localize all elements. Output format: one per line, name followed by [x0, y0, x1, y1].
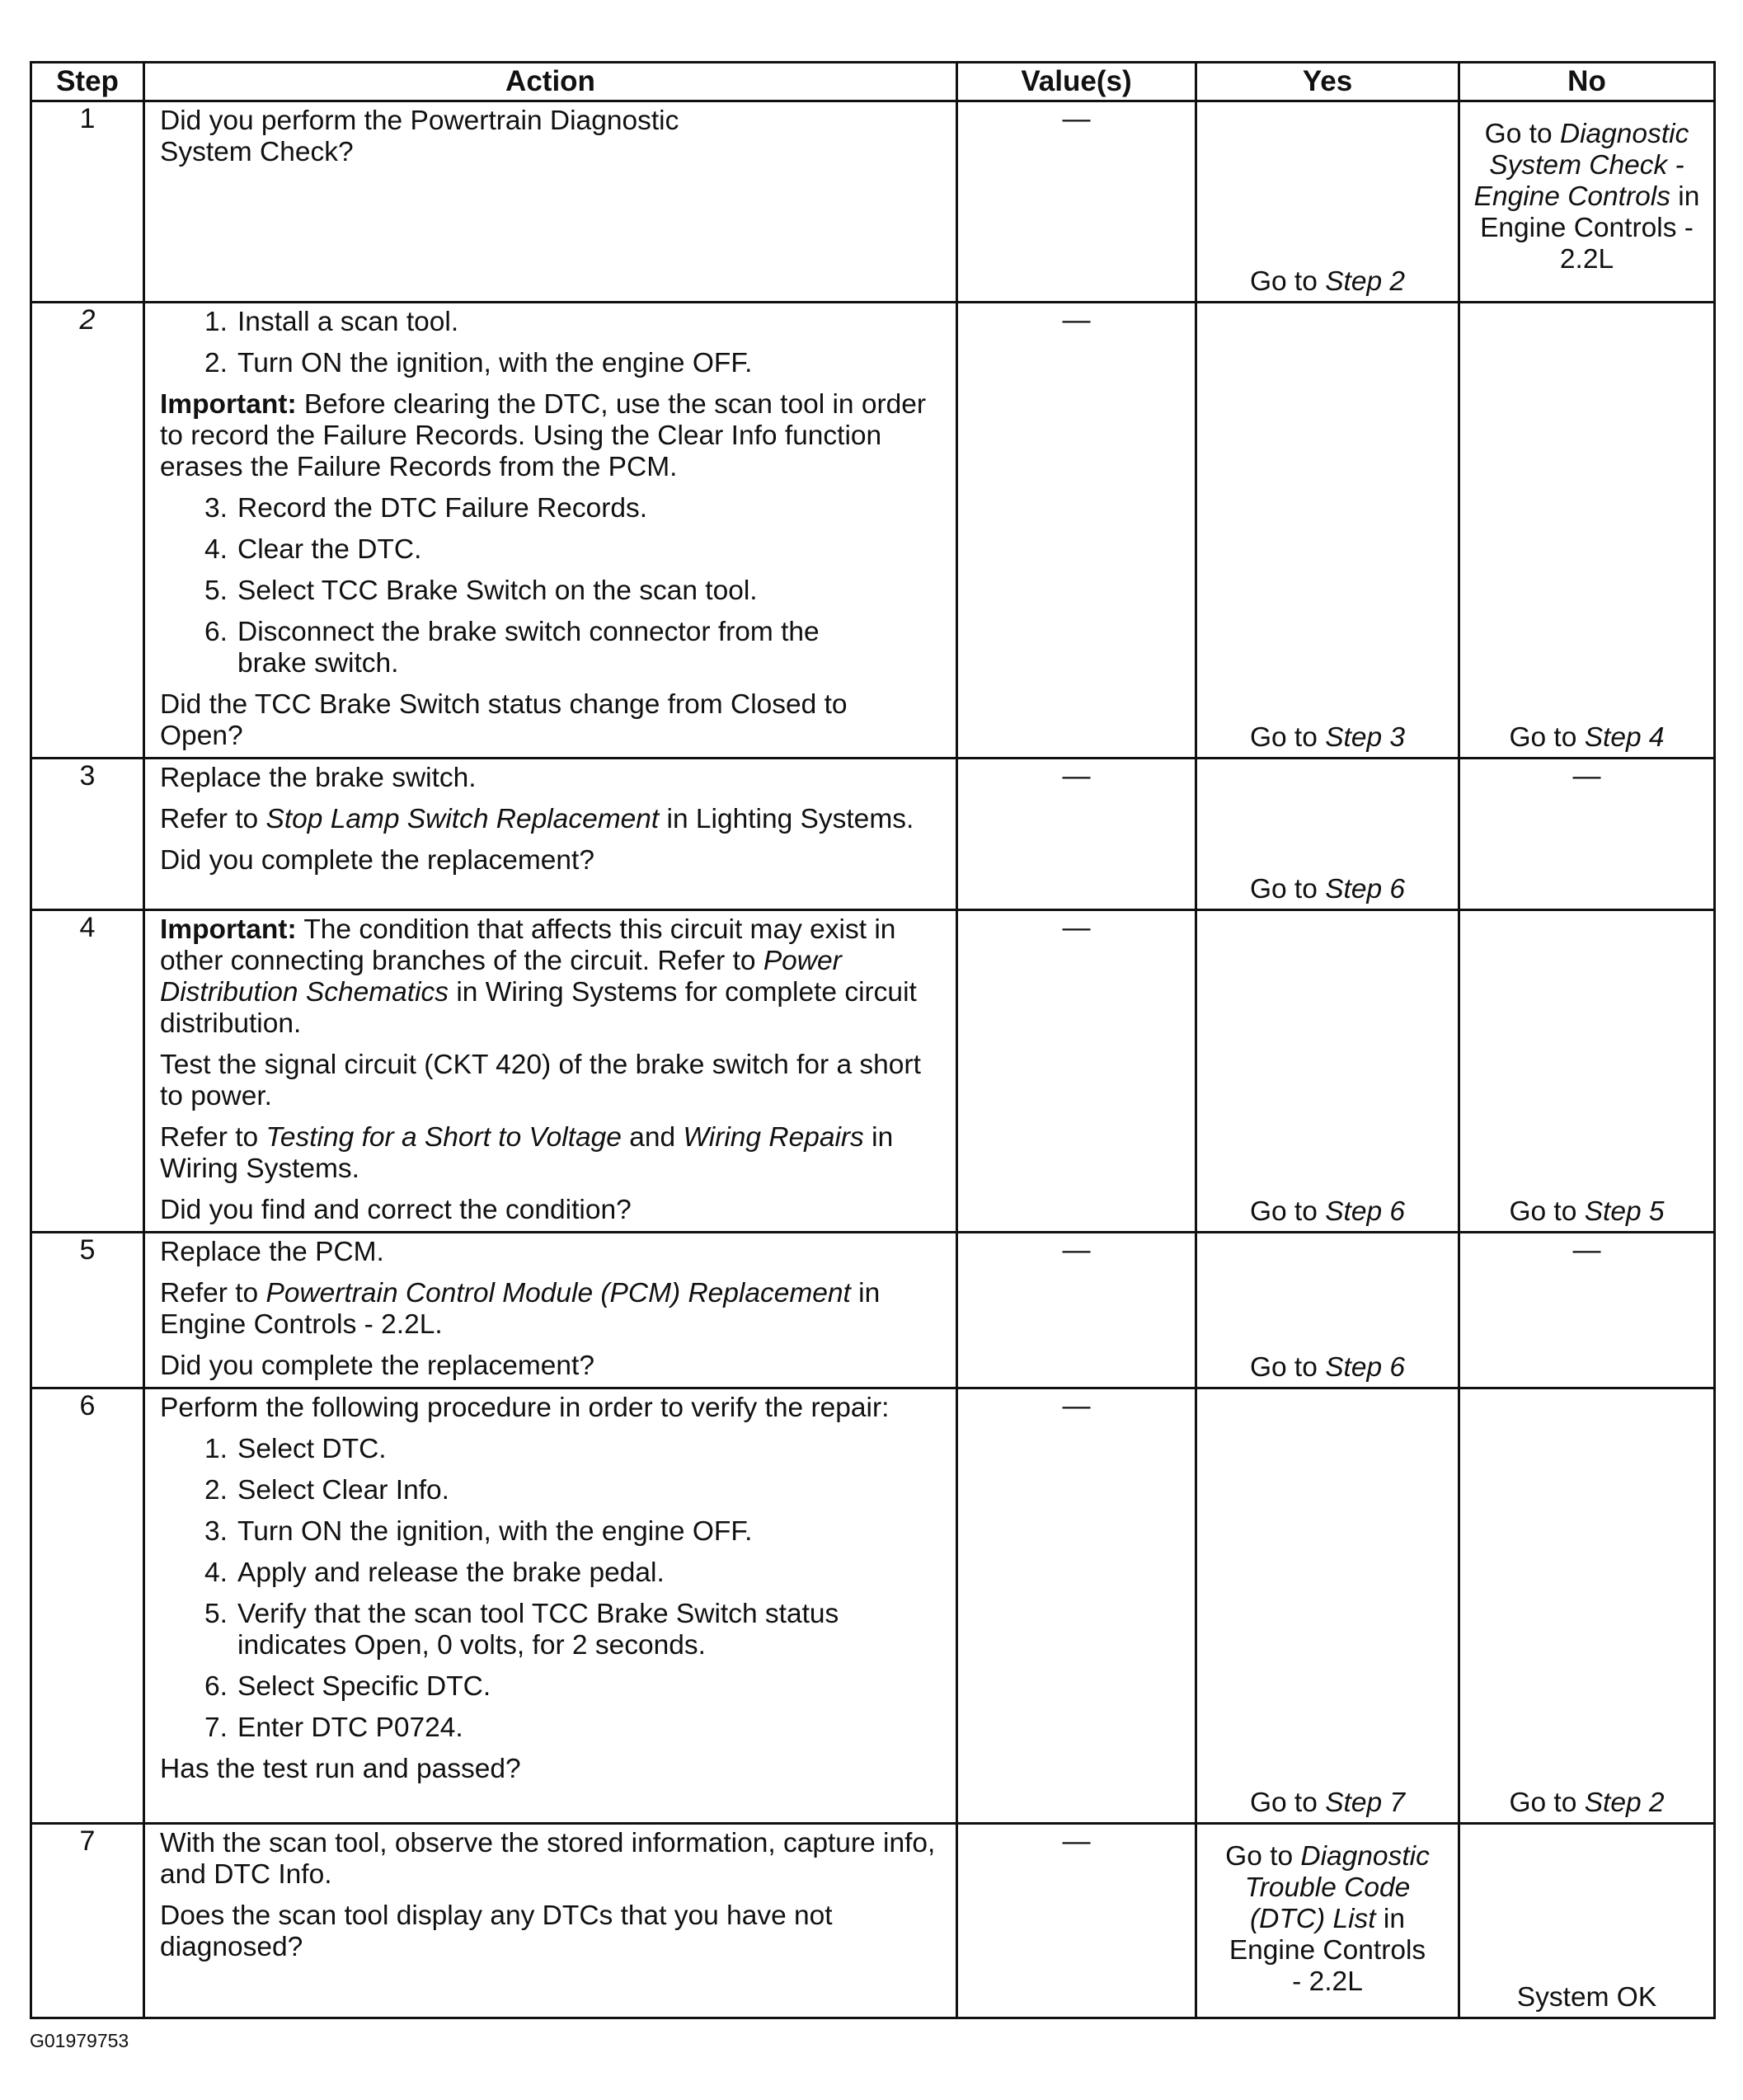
col-header-step: Step	[31, 63, 144, 101]
step-number: 6	[31, 1388, 144, 1824]
table-row-step-1	[31, 101, 1715, 303]
diagnostic-table	[30, 61, 1716, 2019]
yes-link[interactable]: Diagnostic Trouble Code (DTC) List	[1244, 1841, 1430, 1934]
action-text: Test the signal circuit (CKT 420) of the brake switch for a short to power.	[160, 1050, 921, 1111]
no-link[interactable]: Diagnostic System Check - Engine Controls	[1473, 119, 1689, 212]
action-cell	[144, 101, 957, 303]
step-number: 7	[31, 1824, 144, 2018]
action-cell	[144, 1824, 957, 2018]
list-item: 2. Turn ON the ignition, with the engine OFF.	[204, 348, 753, 378]
yes-link[interactable]: Step 6	[1325, 874, 1406, 904]
yes-cell: Go to Step 6	[1196, 910, 1459, 1233]
action-question: Did you perform the Powertrain Diagnostic System Check?	[160, 106, 679, 167]
table-row-step-7	[31, 1824, 1715, 2018]
step-number: 5	[31, 1233, 144, 1388]
no-prefix: Go to	[1484, 119, 1560, 149]
yes-link[interactable]: Step 2	[1325, 266, 1406, 297]
yes-link[interactable]: Step 7	[1325, 1788, 1406, 1818]
action-text: Replace the brake switch.	[160, 763, 477, 793]
list-item: 3. Record the DTC Failure Records.	[204, 493, 648, 524]
important-note: Important: Before clearing the DTC, use the scan tool in order to record the Failure Records. Using the Clear Info function erases the Failure Records from the PCM.	[160, 389, 927, 482]
list-item: 1. Install a scan tool.	[204, 307, 459, 337]
col-header-values: Value(s)	[957, 63, 1196, 101]
step-number: 3	[31, 759, 144, 910]
action-text: Refer to Powertrain Control Module (PCM) Replacement in Engine Controls - 2.2L.	[160, 1278, 881, 1340]
header-row	[31, 63, 1715, 101]
no-cell: Go to Step 5	[1459, 910, 1715, 1233]
no-cell	[1459, 101, 1715, 303]
list-item: 5. Verify that the scan tool TCC Brake Switch status indicates Open, 0 volts, for 2 seconds.	[204, 1599, 839, 1661]
yes-cell	[1196, 101, 1459, 303]
value-cell: —	[957, 1388, 1196, 1824]
value-cell: —	[957, 303, 1196, 759]
reference-link[interactable]: Powertrain Control Module (PCM) Replacement	[265, 1278, 851, 1308]
list-item: 5. Select TCC Brake Switch on the scan tool.	[204, 576, 758, 606]
list-item: 1. Select DTC.	[204, 1434, 387, 1464]
value-cell: —	[957, 759, 1196, 910]
yes-cell: Go to Step 6	[1196, 1233, 1459, 1388]
no-cell	[1459, 1824, 1715, 2018]
no-link[interactable]: Step 2	[1584, 1788, 1665, 1818]
reference-link[interactable]: Wiring Repairs	[683, 1122, 864, 1153]
yes-link[interactable]: Step 6	[1325, 1196, 1406, 1227]
action-question: Did you complete the replacement?	[160, 1351, 594, 1381]
table-row-step-2	[31, 303, 1715, 759]
action-cell	[144, 303, 957, 759]
col-header-no: No	[1459, 63, 1715, 101]
action-text: Refer to Testing for a Short to Voltage and Wiring Repairs in Wiring Systems.	[160, 1122, 894, 1184]
no-cell: Go to Step 4	[1459, 303, 1715, 759]
yes-suffix: in Engine Controls - 2.2L	[1229, 1904, 1426, 1997]
value-cell: —	[957, 101, 1196, 303]
reference-link[interactable]: Stop Lamp Switch Replacement	[265, 804, 660, 834]
action-text: With the scan tool, observe the stored information, capture info, and DTC Info.	[160, 1828, 936, 1890]
action-cell	[144, 1233, 957, 1388]
list-item: 4. Clear the DTC.	[204, 534, 422, 565]
col-header-yes: Yes	[1196, 63, 1459, 101]
action-cell	[144, 910, 957, 1233]
action-question: Does the scan tool display any DTCs that you have not diagnosed?	[160, 1900, 833, 1962]
list-item: 6. Disconnect the brake switch connector from the brake switch.	[204, 617, 820, 679]
action-text: Refer to Stop Lamp Switch Replacement in Lighting Systems.	[160, 804, 914, 834]
step-number: 4	[31, 910, 144, 1233]
no-cell: —	[1459, 1233, 1715, 1388]
step-number: 1	[31, 101, 144, 303]
list-item: 2. Select Clear Info.	[204, 1475, 449, 1506]
value-cell: —	[957, 910, 1196, 1233]
no-cell: Go to Step 2	[1459, 1388, 1715, 1824]
table-row-step-4	[31, 910, 1715, 1233]
important-note: Important: The condition that affects this circuit may exist in other connecting branches of the circuit. Refer to Power Distribution Schematics in Wiring Systems for complete circuit distribution.	[160, 914, 917, 1039]
yes-link[interactable]: Step 6	[1325, 1352, 1406, 1383]
no-link[interactable]: Step 4	[1584, 722, 1665, 753]
no-link[interactable]: Step 5	[1584, 1196, 1665, 1227]
action-question: Did the TCC Brake Switch status change from Closed to Open?	[160, 689, 848, 751]
yes-cell: Go to Step 6	[1196, 759, 1459, 910]
reference-link[interactable]: Power Distribution Schematics	[160, 946, 842, 1008]
yes-prefix: Go to	[1249, 266, 1326, 297]
list-item: 7. Enter DTC P0724.	[204, 1712, 463, 1743]
yes-cell: Go to Step 7	[1196, 1388, 1459, 1824]
list-item: 6. Select Specific DTC.	[204, 1671, 491, 1702]
action-text: Replace the PCM.	[160, 1237, 384, 1267]
no-cell: —	[1459, 759, 1715, 910]
action-cell	[144, 759, 957, 910]
list-item: 3. Turn ON the ignition, with the engine OFF.	[204, 1516, 753, 1547]
value-cell: —	[957, 1233, 1196, 1388]
action-text: Perform the following procedure in order to verify the repair:	[160, 1393, 890, 1423]
yes-prefix: Go to	[1225, 1841, 1301, 1872]
col-header-action: Action	[144, 63, 957, 101]
list-item: 4. Apply and release the brake pedal.	[204, 1557, 665, 1588]
yes-link[interactable]: Step 3	[1325, 722, 1406, 753]
no-suffix: in Engine Controls - 2.2L	[1480, 181, 1700, 275]
step-number: 2	[31, 303, 144, 759]
value-cell: —	[957, 1824, 1196, 2018]
yes-cell: Go to Step 3	[1196, 303, 1459, 759]
no-result: System OK	[1516, 1982, 1657, 2013]
action-question: Did you find and correct the condition?	[160, 1195, 632, 1225]
action-question: Has the test run and passed?	[160, 1754, 521, 1784]
table-row-step-5	[31, 1233, 1715, 1388]
action-cell	[144, 1388, 957, 1824]
table-row-step-6	[31, 1388, 1715, 1824]
reference-link[interactable]: Testing for a Short to Voltage	[265, 1122, 622, 1153]
action-question: Did you complete the replacement?	[160, 845, 594, 876]
yes-cell	[1196, 1824, 1459, 2018]
figure-code: G01979753	[30, 2030, 129, 2051]
table-row-step-3	[31, 759, 1715, 910]
